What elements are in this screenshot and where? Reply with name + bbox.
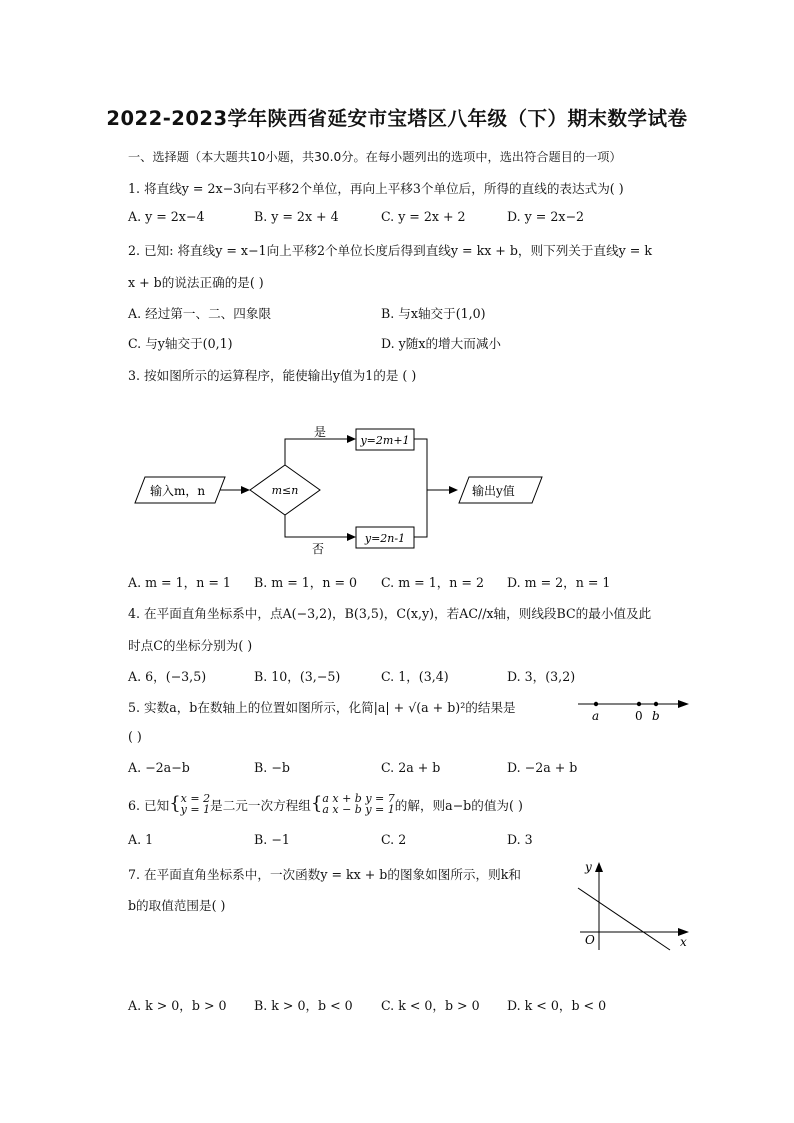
flowchart-condition-label: m≤n bbox=[271, 484, 299, 497]
arrow-icon bbox=[678, 700, 689, 708]
q3-option-d: D. m = 2，n = 1 bbox=[507, 575, 611, 590]
arrow-icon bbox=[347, 533, 356, 541]
flowchart-figure bbox=[130, 420, 550, 560]
q1-option-c: C. y = 2x + 2 bbox=[381, 209, 466, 224]
question-7-stem-line2: b的取值范围是( ) bbox=[128, 898, 226, 913]
flowchart-input-label: 输入m，n bbox=[150, 484, 206, 498]
q2-option-d: D. y随x的增大而减小 bbox=[381, 336, 502, 351]
question-1-stem: 1. 将直线y = 2x−3向右平移2个单位，再向上平移3个单位后，所得的直线的表达式为( ) bbox=[128, 181, 624, 196]
q4-option-d: D. 3，(3,2) bbox=[507, 669, 576, 684]
point-a bbox=[594, 702, 598, 706]
q1-option-a: A. y = 2x−4 bbox=[128, 209, 205, 224]
q6-system-1: x = 2 y = 1 bbox=[180, 792, 211, 816]
question-4-stem-line2: 时点C的坐标分别为( ) bbox=[128, 638, 253, 653]
point-b bbox=[654, 702, 658, 706]
flowchart-top-box-label: y=2m+1 bbox=[360, 434, 410, 447]
question-2-stem-line1: 2. 已知: 将直线y = x−1向上平移2个单位长度后得到直线y = kx + b，则下列关于直线y = k bbox=[128, 243, 652, 258]
label-zero: 0 bbox=[635, 709, 643, 723]
y-axis-label: y bbox=[585, 860, 592, 874]
q3-option-a: A. m = 1，n = 1 bbox=[128, 575, 231, 590]
origin-label: O bbox=[585, 933, 595, 947]
q6-middle: 是二元一次方程组 bbox=[210, 797, 311, 813]
q6-option-b: B. −1 bbox=[254, 832, 290, 847]
q1-option-b: B. y = 2x + 4 bbox=[254, 209, 339, 224]
q3-option-c: C. m = 1，n = 2 bbox=[381, 575, 484, 590]
page-title: 2022-2023学年陕西省延安市宝塔区八年级（下）期末数学试卷 bbox=[106, 107, 688, 130]
point-zero bbox=[637, 702, 641, 706]
q6-prefix: 6. 已知 bbox=[128, 797, 170, 813]
arrow-icon bbox=[347, 435, 356, 443]
question-2-stem-line2: x + b的说法正确的是( ) bbox=[128, 275, 264, 290]
section-heading: 一、选择题（本大题共10小题，共30.0分。在每小题列出的选项中，选出符合题目的一项） bbox=[128, 150, 622, 164]
flowchart-no-label: 否 bbox=[312, 542, 325, 556]
q6-option-a: A. 1 bbox=[128, 832, 154, 847]
q2-option-b: B. 与x轴交于(1,0) bbox=[381, 306, 486, 321]
q6-suffix: 的解，则a−b的值为( ) bbox=[394, 797, 523, 813]
question-7-stem-line1: 7. 在平面直角坐标系中，一次函数y = kx + b的图象如图所示，则k和 bbox=[128, 867, 521, 882]
q2-option-a: A. 经过第一、二、四象限 bbox=[128, 306, 272, 321]
brace-icon: { bbox=[310, 793, 323, 814]
question-5-stem-line2: ( ) bbox=[128, 729, 142, 744]
arrow-icon bbox=[595, 862, 603, 872]
q7-option-d: D. k < 0，b < 0 bbox=[507, 998, 607, 1013]
number-line-figure bbox=[572, 693, 692, 725]
q5-option-b: B. −b bbox=[254, 760, 290, 775]
linear-function-graph bbox=[572, 858, 694, 956]
q4-option-c: C. 1，(3,4) bbox=[381, 669, 449, 684]
arrow-icon bbox=[449, 486, 458, 494]
flowchart-bottom-box-label: y=2n-1 bbox=[364, 532, 406, 545]
q1-option-d: D. y = 2x−2 bbox=[507, 209, 585, 224]
q7-option-c: C. k < 0，b > 0 bbox=[381, 998, 480, 1013]
q5-option-a: A. −2a−b bbox=[128, 760, 190, 775]
q5-option-c: C. 2a + b bbox=[381, 760, 441, 775]
arrow-icon bbox=[241, 486, 250, 494]
question-4-stem-line1: 4. 在平面直角坐标系中，点A(−3,2)，B(3,5)，C(x,y)，若AC//x轴，则线段BC的最小值及此 bbox=[128, 606, 652, 621]
q7-option-b: B. k > 0，b < 0 bbox=[254, 998, 353, 1013]
x-axis-label: x bbox=[680, 935, 687, 949]
flowchart-yes-label: 是 bbox=[314, 425, 327, 439]
question-3-stem: 3. 按如图所示的运算程序，能使输出y值为1的是 ( ) bbox=[128, 368, 417, 383]
q4-option-b: B. 10，(3,−5) bbox=[254, 669, 341, 684]
question-6-stem bbox=[128, 793, 523, 815]
q6-system-2: a x + b y = 7 a x − b y = 1 bbox=[322, 792, 395, 816]
q3-option-b: B. m = 1，n = 0 bbox=[254, 575, 358, 590]
q7-option-a: A. k > 0，b > 0 bbox=[128, 998, 227, 1013]
q2-option-c: C. 与y轴交于(0,1) bbox=[128, 336, 233, 351]
label-a: a bbox=[592, 709, 600, 723]
question-5-stem: 5. 实数a，b在数轴上的位置如图所示，化简|a| + √(a + b)²的结果是 bbox=[128, 700, 516, 715]
q4-option-a: A. 6，(−3,5) bbox=[128, 669, 207, 684]
flowchart-output-label: 输出y值 bbox=[472, 484, 515, 498]
brace-icon: { bbox=[169, 793, 181, 814]
q5-option-d: D. −2a + b bbox=[507, 760, 578, 775]
q6-option-d: D. 3 bbox=[507, 832, 533, 847]
label-b: b bbox=[652, 709, 660, 723]
q6-option-c: C. 2 bbox=[381, 832, 407, 847]
